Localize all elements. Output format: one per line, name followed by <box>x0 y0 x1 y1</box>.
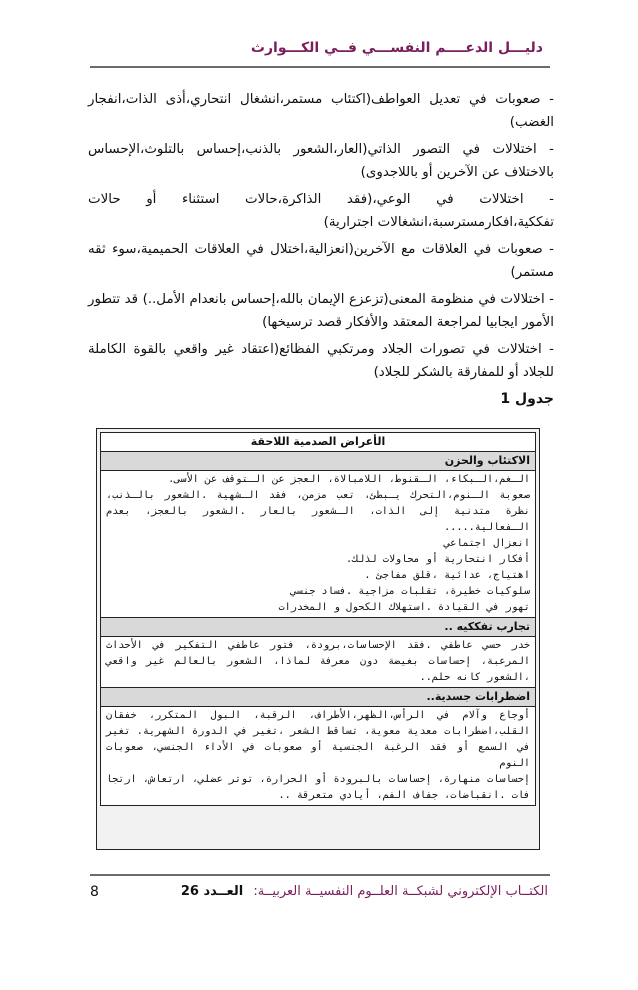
table-line: تهور في القيادة .استهلاك الكحول و المخدرات <box>278 602 530 613</box>
footer-issue: العــدد 26 <box>180 884 244 899</box>
body-text <box>88 88 554 411</box>
table-line: سلوكيات خطيرة، تقلبات مزاجية .فساد جنسي <box>290 586 530 597</box>
table-title: الأعراض الصدمية اللاحقة <box>101 433 536 452</box>
paragraph: - صعوبات في تعديل العواطف(اكتئاب مستمر،انشغال انتحاري،أذى الذات،انفجار الغضب) <box>88 92 554 130</box>
paragraph: - اختلالات في التصور الذاتي(العار،الشعور بالذنب،إحساس بالتلوث،الإحساس بالاختلاف عن الآخرين أو باللاجدوى) <box>88 142 554 180</box>
table-label: جدول 1 <box>500 391 554 407</box>
paragraph: - اختلالات في منظومة المعنى(تزعزع الإيمان بالله،إحساس بانعدام الأمل..) قد تتطور الأمور ايجابيا لمراجعة المعتقد والأفكار قصد ترسيخها) <box>88 292 554 330</box>
header-rule <box>90 66 550 68</box>
section-heading: اضطرابات جسدية.. <box>101 688 536 707</box>
table-line: إحساسات منهارة، إحساسات بالبرودة أو الحرارة، توتر عضلي، ارتعاش، ارتجا فات .انقباضات، جفاف الفم، أيادي متعرقة .. <box>106 774 530 801</box>
running-header: دليـــل الدعــــم النفســـي فــي الكـــوارث <box>250 40 543 56</box>
table-line: خدر حسي عاطفي .فقد الإحساسات،برودة، فتور عاطفي التفكير في الأحداث المرعبة، إحساسات بغيضة دون معرفة لماذا، الشعور بالعالم غير واقعي ،الشعور كانه حلم.. <box>106 640 530 683</box>
table-line: أوجاع وآلام في الرأس،الظهر،الأطراف، الرقبة، البول المتكرر، خفقان القلب،اضطرابات معدية معوية، تساقط الشعر ،تغير في الدورة الشهرية. تغير في السمع أو فقد الرغبة الجنسية أو صعوبات في الأداء الجنسي، صعوبات النوم <box>106 710 530 769</box>
table-line: الـغم،الـبكاء، الـقنوط، اللامبالاة، العجز عن الـتوقف عن الأسى. <box>168 474 530 485</box>
table-cell <box>101 707 536 806</box>
paragraph: - اختلالات في تصورات الجلاد ومرتكبي الفظائع(اعتقاد غير واقعي بالقوة الكاملة للجلاد أو للمفارقة بالشكر للجلاد) <box>88 342 554 380</box>
footer-source-text: الكتــاب الإلكتروني لشبكــة العلــوم النفسيــة العربيــة: <box>253 884 548 899</box>
section-heading: تجارب تفككيه .. <box>101 618 536 637</box>
footer-rule <box>90 874 550 876</box>
paragraph: - اختلالات في الوعي،(فقد الذاكرة،حالات استثناء أو حالات تفككية،افكارمسترسبة،انشغالات اجترارية) <box>88 192 554 230</box>
table-cell <box>101 637 536 688</box>
table-cell <box>101 471 536 618</box>
table-line: صعوبة الـنوم،التحرك يـبطئ، تعب مزمن، فقد الـشهية .الشعور بالـذنب، نظرة متدنية إلى الذات، الـشعور بالعار .الشعور بالعجز، بعدم الـفعالية..... <box>106 490 530 533</box>
symptoms-table <box>96 428 540 850</box>
table-line: اهتياج، عدائية ،قلق مفاجئ . <box>364 570 530 581</box>
footer-source <box>181 884 548 899</box>
table-line: انعزال اجتماعي <box>444 538 530 549</box>
section-heading: الاكتئاب والحزن <box>101 452 536 471</box>
page-number: 8 <box>90 884 99 900</box>
paragraph: - صعوبات في العلاقات مع الآخرين(انعزالية،اختلال في العلاقات الحميمية،سوء ثقه مستمر) <box>88 242 554 280</box>
table-line: أفكار انتحارية أو محاولات لذلك. <box>345 554 530 565</box>
